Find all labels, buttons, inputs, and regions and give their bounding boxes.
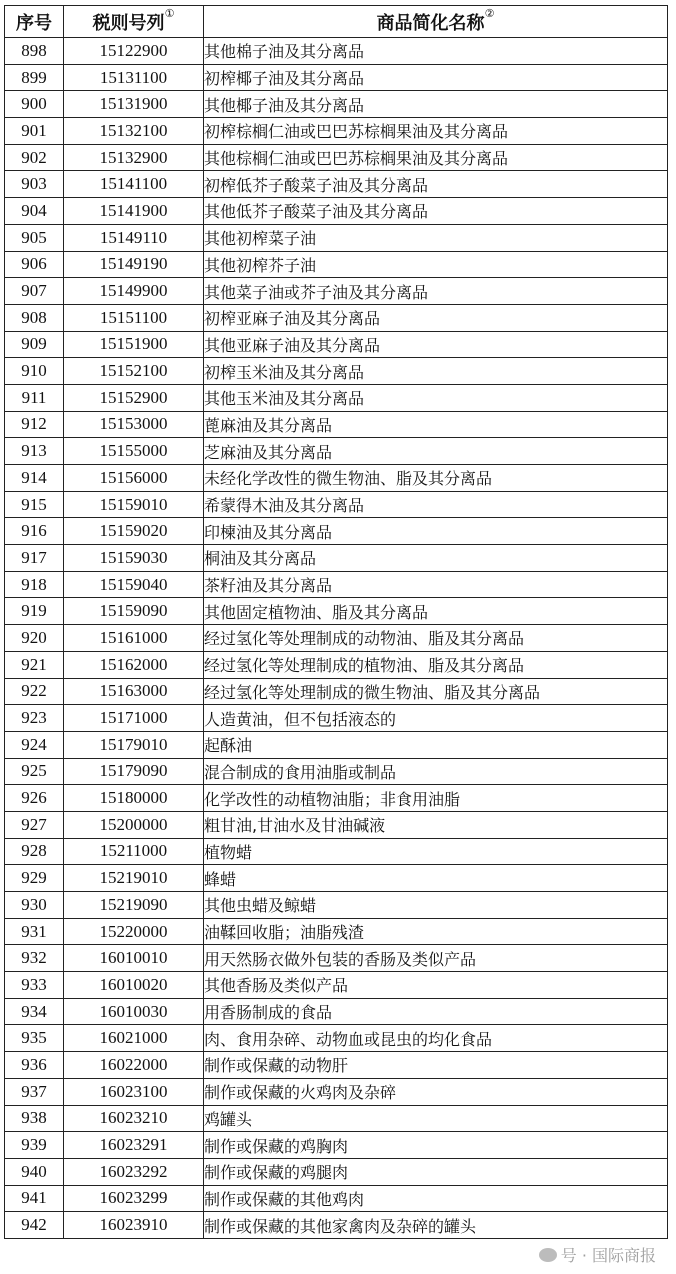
product-name-cell: 经过氢化等处理制成的动物油、脂及其分离品 xyxy=(204,625,668,652)
tariff-code-cell: 16010020 xyxy=(64,972,204,999)
table-row xyxy=(5,571,668,598)
table-row xyxy=(5,598,668,625)
seq-cell: 935 xyxy=(5,1025,64,1052)
seq-cell: 929 xyxy=(5,865,64,892)
product-name-cell: 其他菜子油或芥子油及其分离品 xyxy=(204,278,668,305)
tariff-code-cell: 15141100 xyxy=(64,171,204,198)
table-row xyxy=(5,678,668,705)
table-row xyxy=(5,865,668,892)
header-code xyxy=(64,6,204,38)
product-name-cell: 制作或保藏的其他家禽肉及杂碎的罐头 xyxy=(204,1212,668,1239)
product-name-cell: 起酥油 xyxy=(204,731,668,758)
table-row xyxy=(5,785,668,812)
seq-cell: 915 xyxy=(5,491,64,518)
seq-cell: 926 xyxy=(5,785,64,812)
table-row xyxy=(5,651,668,678)
table-row xyxy=(5,358,668,385)
tariff-code-cell: 16021000 xyxy=(64,1025,204,1052)
table-row xyxy=(5,278,668,305)
product-name-cell: 芝麻油及其分离品 xyxy=(204,438,668,465)
table-row xyxy=(5,1132,668,1159)
product-name-cell: 其他初榨菜子油 xyxy=(204,224,668,251)
tariff-code-cell: 15153000 xyxy=(64,411,204,438)
tariff-code-cell: 15161000 xyxy=(64,625,204,652)
tariff-code-cell: 15163000 xyxy=(64,678,204,705)
tariff-code-cell: 16023292 xyxy=(64,1158,204,1185)
tariff-code-cell: 15151100 xyxy=(64,304,204,331)
tariff-code-cell: 15200000 xyxy=(64,811,204,838)
seq-cell: 933 xyxy=(5,972,64,999)
tariff-code-cell: 15152100 xyxy=(64,358,204,385)
table-row xyxy=(5,144,668,171)
table-row xyxy=(5,1212,668,1239)
seq-cell: 937 xyxy=(5,1078,64,1105)
seq-cell: 903 xyxy=(5,171,64,198)
product-name-cell: 印楝油及其分离品 xyxy=(204,518,668,545)
seq-cell: 917 xyxy=(5,545,64,572)
product-name-cell: 经过氢化等处理制成的微生物油、脂及其分离品 xyxy=(204,678,668,705)
tariff-code-cell: 15219010 xyxy=(64,865,204,892)
tariff-code-cell: 15132100 xyxy=(64,118,204,145)
tariff-code-cell: 15149900 xyxy=(64,278,204,305)
tariff-code-cell: 15159040 xyxy=(64,571,204,598)
product-name-cell: 鸡罐头 xyxy=(204,1105,668,1132)
product-name-cell: 其他棉子油及其分离品 xyxy=(204,38,668,65)
tariff-code-cell: 16022000 xyxy=(64,1052,204,1079)
seq-cell: 927 xyxy=(5,811,64,838)
table-body xyxy=(5,38,668,1239)
table-row xyxy=(5,331,668,358)
header-name-label: 商品简化名称 xyxy=(376,12,485,34)
product-name-cell: 其他固定植物油、脂及其分离品 xyxy=(204,598,668,625)
table-row xyxy=(5,198,668,225)
product-name-cell: 茶籽油及其分离品 xyxy=(204,571,668,598)
product-name-cell: 用天然肠衣做外包装的香肠及类似产品 xyxy=(204,945,668,972)
table-row xyxy=(5,1185,668,1212)
seq-cell: 925 xyxy=(5,758,64,785)
table-row xyxy=(5,518,668,545)
table-row xyxy=(5,838,668,865)
seq-cell: 941 xyxy=(5,1185,64,1212)
product-name-cell: 蓖麻油及其分离品 xyxy=(204,411,668,438)
product-name-cell: 桐油及其分离品 xyxy=(204,545,668,572)
tariff-table xyxy=(4,5,668,1239)
wechat-icon xyxy=(539,1248,557,1262)
seq-cell: 920 xyxy=(5,625,64,652)
table-row xyxy=(5,411,668,438)
tariff-code-cell: 15171000 xyxy=(64,705,204,732)
product-name-cell: 其他亚麻子油及其分离品 xyxy=(204,331,668,358)
table-row xyxy=(5,998,668,1025)
table-row xyxy=(5,731,668,758)
seq-cell: 904 xyxy=(5,198,64,225)
tariff-code-cell: 15149190 xyxy=(64,251,204,278)
tariff-code-cell: 16023299 xyxy=(64,1185,204,1212)
product-name-cell: 制作或保藏的火鸡肉及杂碎 xyxy=(204,1078,668,1105)
table-row xyxy=(5,438,668,465)
tariff-code-cell: 15156000 xyxy=(64,465,204,492)
seq-cell: 906 xyxy=(5,251,64,278)
header-code-label: 税则号列 xyxy=(92,12,165,34)
table-row xyxy=(5,918,668,945)
product-name-cell: 粗甘油,甘油水及甘油碱液 xyxy=(204,811,668,838)
table-row xyxy=(5,384,668,411)
seq-cell: 939 xyxy=(5,1132,64,1159)
table-row xyxy=(5,972,668,999)
tariff-code-cell: 15179090 xyxy=(64,758,204,785)
seq-cell: 898 xyxy=(5,38,64,65)
watermark xyxy=(539,1243,656,1266)
tariff-code-cell: 15220000 xyxy=(64,918,204,945)
product-name-cell: 其他玉米油及其分离品 xyxy=(204,384,668,411)
table-row xyxy=(5,1025,668,1052)
tariff-code-cell: 16023210 xyxy=(64,1105,204,1132)
seq-cell: 928 xyxy=(5,838,64,865)
product-name-cell: 化学改性的动植物油脂；非食用油脂 xyxy=(204,785,668,812)
table-row xyxy=(5,758,668,785)
table-row xyxy=(5,251,668,278)
product-name-cell: 其他香肠及类似产品 xyxy=(204,972,668,999)
table-row xyxy=(5,171,668,198)
seq-cell: 913 xyxy=(5,438,64,465)
product-name-cell: 其他椰子油及其分离品 xyxy=(204,91,668,118)
table-row xyxy=(5,1052,668,1079)
tariff-code-cell: 15151900 xyxy=(64,331,204,358)
header-seq-label: 序号 xyxy=(16,12,52,34)
seq-cell: 900 xyxy=(5,91,64,118)
product-name-cell: 初榨椰子油及其分离品 xyxy=(204,64,668,91)
watermark-text: 号 · 国际商报 xyxy=(560,1246,656,1265)
seq-cell: 931 xyxy=(5,918,64,945)
product-name-cell: 油鞣回收脂；油脂残渣 xyxy=(204,918,668,945)
table-row xyxy=(5,1105,668,1132)
seq-cell: 899 xyxy=(5,64,64,91)
table-row xyxy=(5,118,668,145)
table-row xyxy=(5,945,668,972)
table-row xyxy=(5,705,668,732)
tariff-code-cell: 15219090 xyxy=(64,892,204,919)
table-row xyxy=(5,545,668,572)
seq-cell: 921 xyxy=(5,651,64,678)
product-name-cell: 制作或保藏的鸡腿肉 xyxy=(204,1158,668,1185)
seq-cell: 902 xyxy=(5,144,64,171)
header-name-note: ② xyxy=(484,6,495,20)
seq-cell: 907 xyxy=(5,278,64,305)
tariff-code-cell: 15131100 xyxy=(64,64,204,91)
seq-cell: 938 xyxy=(5,1105,64,1132)
tariff-code-cell: 15159020 xyxy=(64,518,204,545)
tariff-code-cell: 16023910 xyxy=(64,1212,204,1239)
tariff-code-cell: 15179010 xyxy=(64,731,204,758)
seq-cell: 905 xyxy=(5,224,64,251)
table-row xyxy=(5,625,668,652)
tariff-code-cell: 15180000 xyxy=(64,785,204,812)
table-row xyxy=(5,1078,668,1105)
seq-cell: 936 xyxy=(5,1052,64,1079)
product-name-cell: 用香肠制成的食品 xyxy=(204,998,668,1025)
product-name-cell: 其他棕榈仁油或巴巴苏棕榈果油及其分离品 xyxy=(204,144,668,171)
tariff-code-cell: 15155000 xyxy=(64,438,204,465)
header-code-note: ① xyxy=(164,6,175,20)
table-row xyxy=(5,64,668,91)
product-name-cell: 肉、食用杂碎、动物血或昆虫的均化食品 xyxy=(204,1025,668,1052)
seq-cell: 908 xyxy=(5,304,64,331)
header-name xyxy=(204,6,668,38)
product-name-cell: 其他初榨芥子油 xyxy=(204,251,668,278)
tariff-code-cell: 15122900 xyxy=(64,38,204,65)
product-name-cell: 初榨亚麻子油及其分离品 xyxy=(204,304,668,331)
seq-cell: 918 xyxy=(5,571,64,598)
tariff-code-cell: 15159010 xyxy=(64,491,204,518)
header-row xyxy=(5,6,668,38)
tariff-code-cell: 15149110 xyxy=(64,224,204,251)
seq-cell: 940 xyxy=(5,1158,64,1185)
seq-cell: 916 xyxy=(5,518,64,545)
tariff-code-cell: 15132900 xyxy=(64,144,204,171)
product-name-cell: 混合制成的食用油脂或制品 xyxy=(204,758,668,785)
table-row xyxy=(5,224,668,251)
tariff-code-cell: 16023291 xyxy=(64,1132,204,1159)
seq-cell: 910 xyxy=(5,358,64,385)
seq-cell: 914 xyxy=(5,465,64,492)
tariff-code-cell: 16023100 xyxy=(64,1078,204,1105)
tariff-code-cell: 15159030 xyxy=(64,545,204,572)
tariff-code-cell: 16010030 xyxy=(64,998,204,1025)
seq-cell: 923 xyxy=(5,705,64,732)
product-name-cell: 制作或保藏的鸡胸肉 xyxy=(204,1132,668,1159)
tariff-code-cell: 15159090 xyxy=(64,598,204,625)
seq-cell: 909 xyxy=(5,331,64,358)
table-row xyxy=(5,465,668,492)
product-name-cell: 初榨玉米油及其分离品 xyxy=(204,358,668,385)
seq-cell: 901 xyxy=(5,118,64,145)
tariff-code-cell: 15211000 xyxy=(64,838,204,865)
table-row xyxy=(5,491,668,518)
seq-cell: 934 xyxy=(5,998,64,1025)
product-name-cell: 其他虫蜡及鲸蜡 xyxy=(204,892,668,919)
product-name-cell: 经过氢化等处理制成的植物油、脂及其分离品 xyxy=(204,651,668,678)
product-name-cell: 人造黄油，但不包括液态的 xyxy=(204,705,668,732)
seq-cell: 930 xyxy=(5,892,64,919)
product-name-cell: 希蒙得木油及其分离品 xyxy=(204,491,668,518)
seq-cell: 919 xyxy=(5,598,64,625)
table-row xyxy=(5,811,668,838)
seq-cell: 912 xyxy=(5,411,64,438)
table-row xyxy=(5,304,668,331)
header-seq xyxy=(5,6,64,38)
tariff-code-cell: 15152900 xyxy=(64,384,204,411)
product-name-cell: 初榨棕榈仁油或巴巴苏棕榈果油及其分离品 xyxy=(204,118,668,145)
product-name-cell: 蜂蜡 xyxy=(204,865,668,892)
seq-cell: 911 xyxy=(5,384,64,411)
table-row xyxy=(5,38,668,65)
seq-cell: 924 xyxy=(5,731,64,758)
tariff-code-cell: 15131900 xyxy=(64,91,204,118)
table-row xyxy=(5,892,668,919)
seq-cell: 922 xyxy=(5,678,64,705)
table-header xyxy=(5,6,668,38)
table-row xyxy=(5,91,668,118)
table-row xyxy=(5,1158,668,1185)
tariff-code-cell: 15141900 xyxy=(64,198,204,225)
product-name-cell: 植物蜡 xyxy=(204,838,668,865)
product-name-cell: 制作或保藏的动物肝 xyxy=(204,1052,668,1079)
seq-cell: 942 xyxy=(5,1212,64,1239)
tariff-code-cell: 16010010 xyxy=(64,945,204,972)
tariff-code-cell: 15162000 xyxy=(64,651,204,678)
product-name-cell: 其他低芥子酸菜子油及其分离品 xyxy=(204,198,668,225)
product-name-cell: 制作或保藏的其他鸡肉 xyxy=(204,1185,668,1212)
product-name-cell: 未经化学改性的微生物油、脂及其分离品 xyxy=(204,465,668,492)
seq-cell: 932 xyxy=(5,945,64,972)
product-name-cell: 初榨低芥子酸菜子油及其分离品 xyxy=(204,171,668,198)
